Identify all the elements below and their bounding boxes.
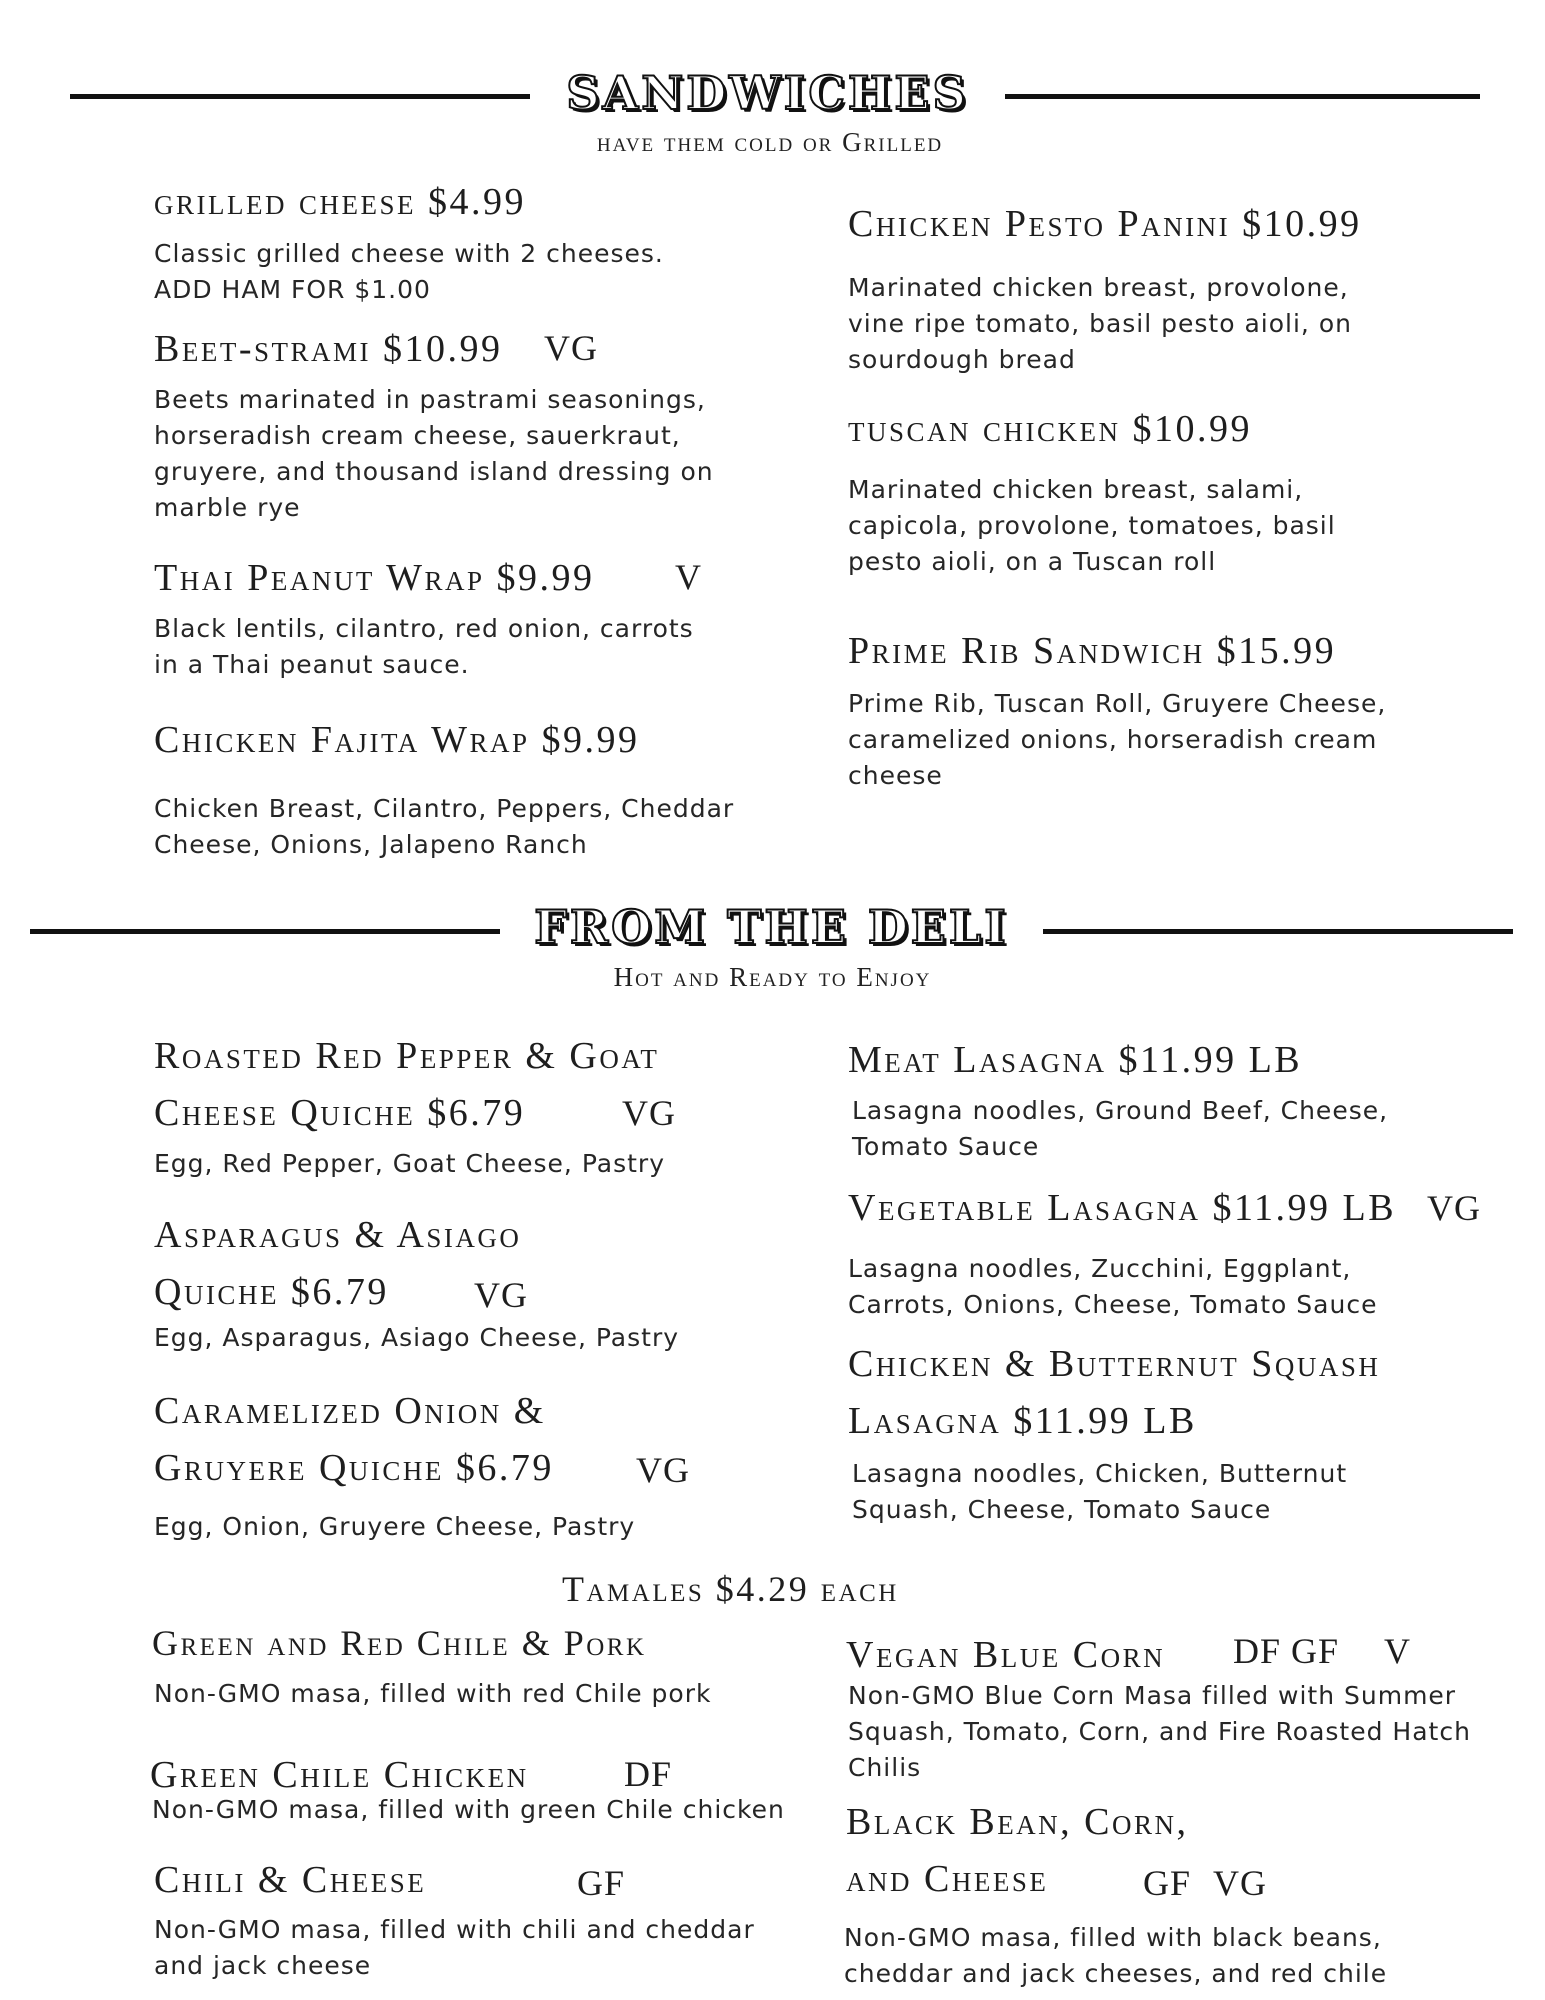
- sandwiches-rule-left: [70, 94, 530, 99]
- item-description: Non-GMO Blue Corn Masa filled with Summer Squash, Tomato, Corn, and Fire Roasted Hatch Chilis: [848, 1681, 1471, 1782]
- item-note: ADD HAM FOR $1.00: [154, 275, 431, 304]
- deli-subtitle: Hot and Ready to Enjoy: [613, 962, 932, 992]
- item-name: Chili & Cheese: [154, 1859, 427, 1901]
- item-name-line2: Lasagna $11.99 LB: [848, 1400, 1197, 1442]
- item-name: Chicken Fajita Wrap $9.99: [154, 719, 640, 761]
- item-description: Marinated chicken breast, salami, capicola, provolone, tomatoes, basil pesto aioli, on a Tuscan roll: [848, 475, 1336, 576]
- item-description: Egg, Red Pepper, Goat Cheese, Pastry: [154, 1149, 665, 1178]
- item-name: Chicken Pesto Panini $10.99: [848, 203, 1362, 245]
- deli-rule-left: [30, 929, 500, 934]
- diet-tag-vg: VG: [622, 1093, 676, 1133]
- diet-tag-vg: VG: [474, 1275, 528, 1315]
- item-description: Non-GMO masa, filled with black beans, cheddar and jack cheeses, and red chile: [844, 1923, 1388, 1988]
- item-name: Vegetable Lasagna $11.99 LB: [848, 1187, 1397, 1229]
- diet-tag-v: V: [1384, 1631, 1411, 1671]
- item-description: Lasagna noodles, Chicken, Butternut Squash, Cheese, Tomato Sauce: [852, 1459, 1348, 1524]
- item-name-line1: Chicken & Butternut Squash: [848, 1343, 1381, 1385]
- diet-tag-vg: VG: [1213, 1863, 1267, 1903]
- item-description: Egg, Onion, Gruyere Cheese, Pastry: [154, 1512, 636, 1541]
- diet-tag-gf: GF: [1143, 1863, 1192, 1903]
- item-name-line1: Caramelized Onion &: [154, 1390, 546, 1432]
- sandwiches-rule-right: [1005, 94, 1480, 99]
- item-name: grilled cheese $4.99: [154, 181, 526, 223]
- sandwiches-title: SANDWICHES: [566, 66, 969, 120]
- diet-tag-df-gf: DF GF: [1233, 1631, 1340, 1671]
- item-name: Prime Rib Sandwich $15.99: [848, 630, 1337, 672]
- item-name: Meat Lasagna $11.99 LB: [848, 1039, 1303, 1081]
- item-description: Lasagna noodles, Zucchini, Eggplant, Carrots, Onions, Cheese, Tomato Sauce: [848, 1254, 1378, 1319]
- diet-tag-vg: VG: [636, 1450, 690, 1490]
- item-description: Prime Rib, Tuscan Roll, Gruyere Cheese, caramelized onions, horseradish cream cheese: [848, 689, 1387, 790]
- item-name: tuscan chicken $10.99: [848, 408, 1253, 450]
- item-name-line1: Black Bean, Corn,: [846, 1801, 1189, 1843]
- diet-tag-vg: VG: [544, 328, 598, 368]
- item-name: Green and Red Chile & Pork: [152, 1623, 647, 1663]
- item-description: Non-GMO masa, filled with green Chile chicken: [152, 1795, 785, 1824]
- item-name: Beet-strami $10.99: [154, 328, 503, 370]
- item-name-line1: Roasted Red Pepper & Goat: [154, 1035, 660, 1077]
- item-name-line2: Cheese Quiche $6.79: [154, 1092, 526, 1134]
- item-name: Thai Peanut Wrap $9.99: [154, 557, 595, 599]
- item-name-line2: Quiche $6.79: [154, 1271, 389, 1313]
- item-name: Green Chile Chicken: [150, 1754, 529, 1796]
- item-name-line2: and Cheese: [846, 1858, 1049, 1900]
- item-description: Marinated chicken breast, provolone, vine ripe tomato, basil pesto aioli, on sourdough bread: [848, 273, 1352, 374]
- diet-tag-gf: GF: [577, 1863, 626, 1903]
- item-description: Non-GMO masa, filled with chili and cheddar and jack cheese: [154, 1915, 755, 1980]
- item-description: Egg, Asparagus, Asiago Cheese, Pastry: [154, 1323, 680, 1352]
- sandwiches-subtitle: have them cold or Grilled: [596, 127, 944, 157]
- deli-title: FROM THE DELI: [534, 900, 1009, 954]
- item-name-line1: Asparagus & Asiago: [154, 1214, 522, 1256]
- item-description: Beets marinated in pastrami seasonings, horseradish cream cheese, sauerkraut, gruyere, and thousand island dressing on marble rye: [154, 385, 714, 522]
- item-description: Classic grilled cheese with 2 cheeses.: [154, 239, 664, 268]
- item-name: Vegan Blue Corn: [846, 1634, 1166, 1676]
- diet-tag-df: DF: [624, 1754, 673, 1794]
- item-description: Non-GMO masa, filled with red Chile pork: [154, 1679, 712, 1708]
- item-name-line2: Gruyere Quiche $6.79: [154, 1447, 554, 1489]
- tamales-heading: Tamales $4.29 each: [562, 1569, 899, 1609]
- deli-rule-right: [1043, 929, 1513, 934]
- diet-tag-v: V: [675, 557, 702, 597]
- diet-tag-vg: VG: [1427, 1188, 1481, 1228]
- item-description: Lasagna noodles, Ground Beef, Cheese, Tomato Sauce: [852, 1096, 1389, 1161]
- item-description: Black lentils, cilantro, red onion, carrots in a Thai peanut sauce.: [154, 614, 694, 679]
- item-description: Chicken Breast, Cilantro, Peppers, Cheddar Cheese, Onions, Jalapeno Ranch: [154, 794, 735, 859]
